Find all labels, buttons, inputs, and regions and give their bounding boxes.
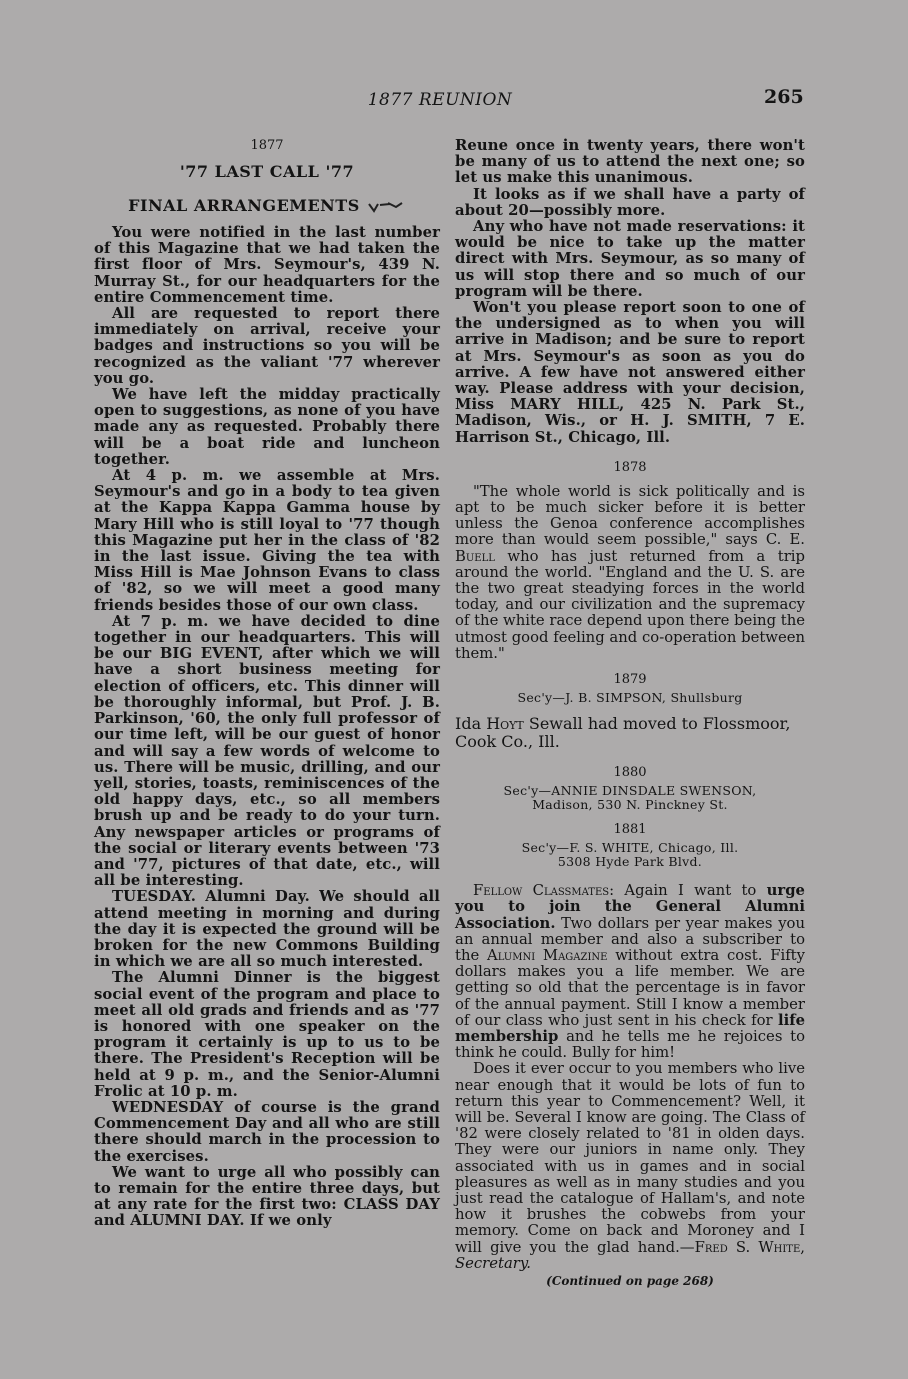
paragraph: Any who have not made reservations: it would be nice to take up the matter direct with Mrs. Seymour, as so many of us will stop there and so much of our program will be there.: [455, 218, 805, 300]
year-heading-1881: 1881: [613, 822, 647, 838]
paragraph: We have left the midday practically open to suggestions, as none of you have made any as requested. Probably there will be a boat ride and luncheon together.: [94, 386, 440, 468]
paragraph: We want to urge all who possibly can to remain for the entire three days, but at any rate for the first two: CLASS DAY and ALUMNI DAY. If we only: [94, 1163, 440, 1230]
year-heading-1878: 1878: [613, 459, 647, 475]
article-heading: '77 LAST CALL '77: [179, 162, 355, 181]
salutation: Fellow Classmates: [473, 882, 610, 900]
year-heading-1877: 1877: [250, 138, 284, 153]
paragraph: The Alumni Dinner is the biggest social event of the program and place to meet all old grads and friends and as '77 is honored with one speaker on the program it certainly is up to us to be there. The President's Reception will be held at 9 p. m., and the Senior-Alumni Frolic at 10 p. m.: [94, 969, 440, 1100]
paragraph-1879: [455, 715, 805, 751]
text-segment: life membership: [455, 1011, 805, 1045]
paragraph-1881-b: [455, 1061, 805, 1272]
paragraph: TUESDAY. Alumni Day. We should all attend meeting in morning and during the day it is expected the ground will be broken for the new Commons Building in which we are all so much interested.: [94, 888, 440, 971]
paragraph: At 7 p. m. we have decided to dine together in our headquarters. This will be our BIG EVENT, after which we will have a short business meeting for election of officers, etc. This dinner will be thoroughly informal, but Prof. J. B. Parkinson, '60, the only full professor of our time left, will be our guest of honor and will say a few words of welcome to us. There will be music, drilling, and our yell, stories, toasts, reminiscences of the old happy days, etc., so all members brush up and be ready to do your turn. Any newspaper articles or programs of the social or literary events between '73 and '77, pictures of that date, etc., will all be interesting.: [94, 612, 440, 890]
secretary-line: Sec'y—F. S. WHITE, Chicago, Ill.: [521, 840, 739, 856]
article-subheading: [94, 196, 440, 215]
text-segment: Does it ever occur to you members who live near enough that it would be lots of fun to return this year to Commencement? Well, it will be. Several I know are going. The Class of '82 were closely related to '81 in olden days. They were our juniors in name only. They associated with us in games and in social pleasures as well as in many studies and you just read the catalogue of Hallam's, and note how it brushes the cobwebs from your memory. Come on back and Moroney and I will give you the glad hand.—: [455, 1060, 805, 1256]
right-column: [455, 138, 805, 1288]
text-segment: who has just returned from a trip around the world. "England and the U. S. are the two great steadying forces in the world today, and our civilization and the supremacy of the white race depend upon there being the utmost good feeling and co-operation between them.": [455, 547, 805, 662]
ink-smudge-icon: [366, 201, 406, 213]
paragraph: At 4 p. m. we assemble at Mrs. Seymour's and go in a body to tea given at the Kappa Kappa Gamma house by Mary Hill who is still loyal to '77 though this Magazine put her in the class of '82 in the last issue. Giving the tea with Miss Hill is Mae Johnson Evans to class of '82, so we will meet a good many friends besides those of our own class.: [94, 467, 440, 614]
secretary-address: 5308 Hyde Park Blvd.: [557, 854, 703, 870]
text-segment: Two dollars per year makes you an annual member and also a subscriber to the: [455, 914, 805, 964]
magazine-name: Alumni Magazine: [487, 946, 608, 964]
paragraph: It looks as if we shall have a party of about 20—possibly more.: [455, 185, 805, 219]
text-segment: Ida: [455, 714, 487, 734]
text-segment: Sewall had moved to Flossmoor, Cook Co., Ill.: [455, 714, 791, 752]
signature-name: Fred S. White: [694, 1238, 801, 1256]
text-segment: : Again I want to: [609, 882, 767, 900]
running-title: 1877 REUNION: [367, 90, 513, 110]
year-heading-1880: 1880: [613, 765, 647, 781]
paragraph: You were notified in the last number of this Magazine that we had taken the first floor of Mrs. Seymour's, 439 N. Murray St., for our headquarters for the entire Commencement time.: [94, 224, 440, 306]
text-segment: "The whole world is sick politically and is apt to be much sicker before it is better unless the Genoa conference accomplishes more than would seem possible," says C. E.: [455, 482, 805, 549]
left-column: [94, 138, 440, 1230]
subheading-text: FINAL ARRANGEMENTS: [128, 196, 360, 215]
continued-note: (Continued on page 268): [546, 1273, 714, 1288]
text-segment: without extra cost. Fifty dollars makes you a life member. We are getting so old that the percentage is in favor of the annual payment. Still I know a member of our class who just sent in his check for: [455, 946, 805, 1029]
paragraph: WEDNESDAY of course is the grand Commencement Day and all who are still there should march in the procession to the exercises.: [94, 1098, 440, 1165]
paragraph: Reune once in twenty years, there won't be many of us to attend the next one; so let us make this unanimous.: [455, 137, 805, 187]
secretary-line: Sec'y—J. B. SIMPSON, Shullsburg: [517, 690, 743, 706]
signature-title: Secretary.: [455, 1254, 531, 1272]
person-name: Buell: [455, 547, 495, 565]
paragraph-1878: [455, 484, 805, 662]
paragraph: All are requested to report there immediately on arrival, receive your badges and instructions so you will be recognized as the valiant '77 wherever you go.: [94, 305, 440, 387]
secretary-address: Madison, 530 N. Pinckney St.: [532, 797, 728, 813]
text-segment: ,: [800, 1238, 805, 1256]
person-name: Hoyt: [486, 714, 524, 734]
paragraph: Won't you please report soon to one of the undersigned as to when you will arrive in Madison; and be sure to report at Mrs. Seymour's as soon as you do arrive. A few have not answered either way. Please address with your decision, Miss MARY HILL, 425 N. Park St., Madison, Wis., or H. J. SMITH, 7 E. Harrison St., Chicago, Ill.: [455, 299, 805, 446]
text-segment: and he tells me he rejoices to think he could. Bully for him!: [455, 1027, 805, 1062]
year-heading-1879: 1879: [613, 672, 647, 688]
text-segment: urge you to join the General Alumni Association.: [455, 882, 805, 932]
page-number: 265: [764, 86, 804, 108]
secretary-line: Sec'y—ANNIE DINSDALE SWENSON,: [503, 783, 757, 799]
paragraph-1881-a: [455, 883, 805, 1061]
